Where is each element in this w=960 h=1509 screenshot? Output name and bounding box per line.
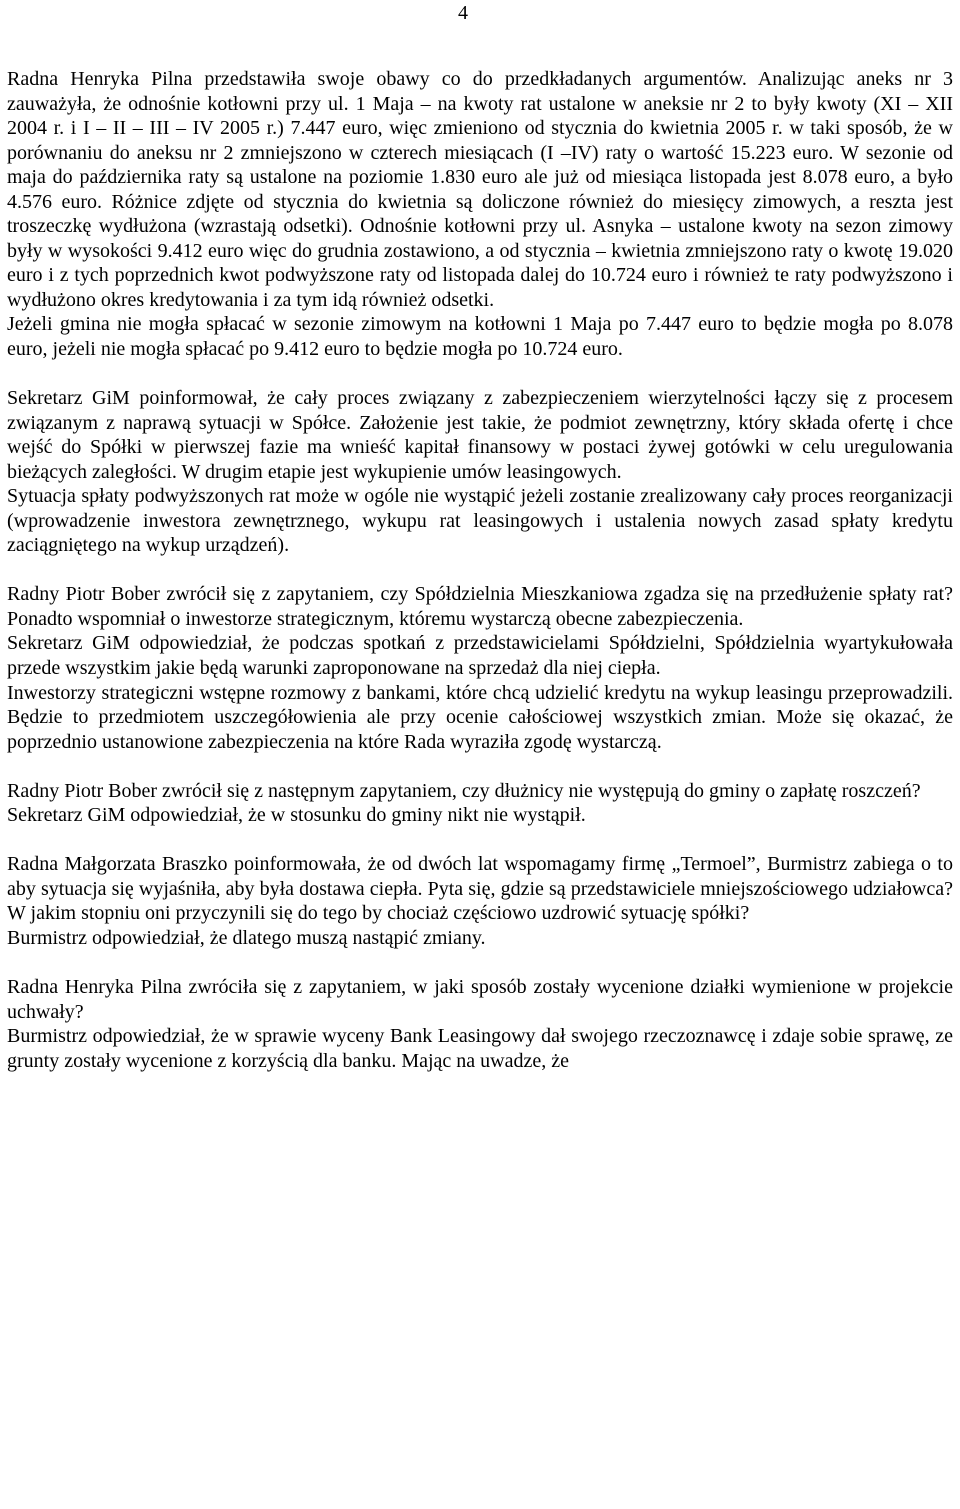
paragraph-inwestorzy: Inwestorzy strategiczni wstępne rozmowy z bankami, które chcą udzielić kredytu na wykup leasingu przeprowadzili. Będzie to przedmiotem uszczegółowienia ale przy ocenie całościowej wszystkich zmian. Może się okazać, że poprzednio ustanowione zabezpieczenia na które Rada wyraziła zgodę wystarczą. (7, 681, 953, 753)
paragraph-sytuacja-splaty: Sytuacja spłaty podwyższonych rat może w ogóle nie wystąpić jeżeli zostanie zrealizowany cały proces reorganizacji (wprowadzenie inwestora zewnętrznego, wykupu rat leasingowych i ustalenia nowych zasad spłaty kredytu zaciągniętego na wykup urządzeń). (7, 485, 953, 557)
page-number: 4 (458, 2, 468, 24)
paragraph-bober-pytanie: Radny Piotr Bober zwrócił się z zapytaniem, czy Spółdzielnia Mieszkaniowa zgadza się na przedłużenie spłaty rat? Ponadto wspomniał o inwestorze strategicznym, któremu wystarczą obecne zabezpieczenia. (7, 583, 953, 630)
paragraph-splata-raty: Jeżeli gmina nie mogła spłacać w sezonie zimowym na kotłowni 1 Maja po 7.447 euro to będzie mogła po 8.078 euro, jeżeli nie mogła spłacać po 9.412 euro to będzie mogła po 10.724 euro. (7, 313, 953, 361)
document-body (7, 67, 953, 1073)
paragraph-burmistrz-wycena: Burmistrz odpowiedział, że w sprawie wyceny Bank Leasingowy dał swojego rzeczoznawcę i zdaje sobie sprawę, ze grunty zostały wycenione z korzyścią dla banku. Mając na uwadze, że (7, 1025, 953, 1072)
paragraph-braszko: Radna Małgorzata Braszko poinformowała, że od dwóch lat wspomagamy firmę „Termoel”, Burmistrz zabiega o to aby sytuacja się wyjaśniła, aby była dostawa ciepła. Pyta się, gdzie są przedstawiciele mniejszościowego udziałowca? W jakim stopniu oni przyczynili się do tego by chociaż częściowo uzdrowić sytuację spółki? (7, 853, 953, 925)
paragraph-sekretarz-odpowiedz: Sekretarz GiM odpowiedział, że podczas spotkań z przedstawicielami Spółdzielni, Spółdzielnia wyartykułowała przede wszystkim jakie będą warunki zaproponowane na sprzedaż dla niej ciepła. (7, 632, 953, 680)
paragraph-sekretarz-proces: Sekretarz GiM poinformował, że cały proces związany z zabezpieczeniem wierzytelności łączy się z procesem związanym z naprawą sytuacji w Spółce. Założenie jest takie, że podmiot zewnętrzny, który składa ofertę i chce wejść do Spółki w pierwszej fazie ma wnieść kapitał finansowy w postaci żywej gotówki w celu uregulowania bieżących zaległości. W drugim etapie jest wykupienie umów leasingowych. (7, 387, 953, 483)
paragraph-pilna-obawy: Radna Henryka Pilna przedstawiła swoje obawy co do przedkładanych argumentów. Analizując aneks nr 3 zauważyła, że odnośnie kotłowni przy ul. 1 Maja – na kwoty rat ustalone w aneksie nr 2 to były kwoty (XI – XII 2004 r. i I – II – III – IV 2005 r.) 7.447 euro, więc zmieniono od stycznia do kwietnia 2005 r. w taki sposób, że w porównaniu do aneksu nr 2 zmniejszono w czterech miesiącach (I –IV) raty o wartość 15.223 euro. W sezonie od maja do października raty są ustalone na poziomie 1.830 euro ale już od miesiąca listopada jest 8.078 euro, a było 4.576 euro. Różnice zdjęte od stycznia do kwietnia są doliczone również do miesięcy zimowych, a reszta jest troszeczkę wydłużona (wzrastają odsetki). Odnośnie kotłowni przy ul. Asnyka – ustalone kwoty na sezon zimowy były w wysokości 9.412 euro więc do grudnia zostawiono, a od stycznia – kwietnia zmniejszono raty o kwotę 19.020 euro i z tych poprzednich kwot podwyższone raty od listopada dalej do 10.724 euro i również te raty podwyższono i wydłużono okres kredytowania i za tym idą również odsetki. (7, 68, 953, 311)
paragraph-sekretarz-gmina: Sekretarz GiM odpowiedział, że w stosunku do gminy nikt nie wystąpił. (7, 804, 586, 827)
paragraph-pilna-dzialki: Radna Henryka Pilna zwróciła się z zapytaniem, w jaki sposób zostały wycenione działki wymienione w projekcie uchwały? (7, 976, 953, 1023)
paragraph-bober-dluznicy: Radny Piotr Bober zwrócił się z następnym zapytaniem, czy dłużnicy nie występują do gminy o zapłatę roszczeń? (7, 779, 921, 802)
paragraph-burmistrz-zmiany: Burmistrz odpowiedział, że dlatego muszą nastąpić zmiany. (7, 926, 486, 949)
